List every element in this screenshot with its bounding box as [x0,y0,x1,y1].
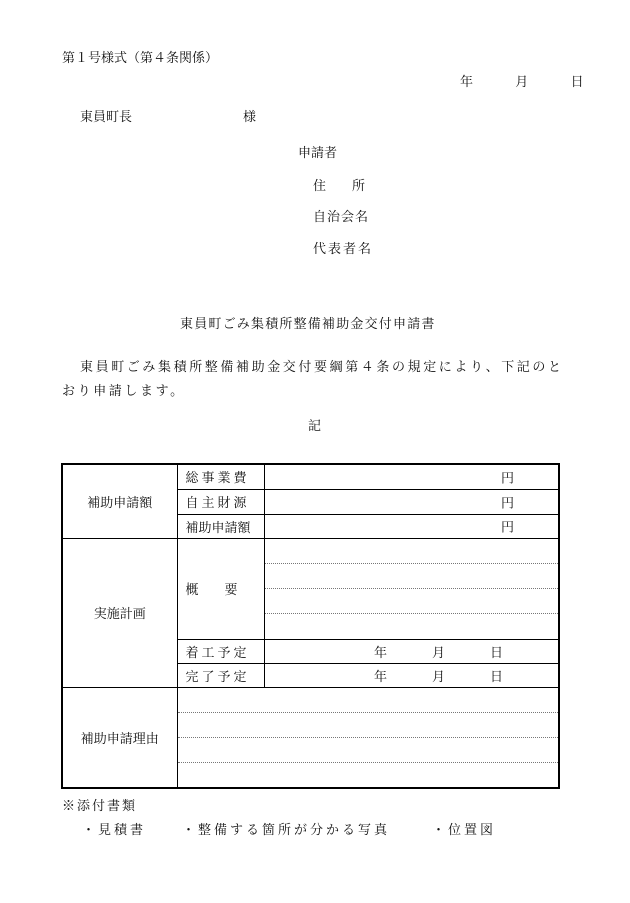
category-implementation-plan: 実施計画 [62,538,177,687]
label-start-date: 着工予定 [177,639,264,663]
category-request-reason: 補助申請理由 [62,687,177,788]
body-text-line1: 東員町ごみ集積所整備補助金交付要綱第４条の規定により、下記のと [80,360,564,375]
body-text-line2: おり申請します。 [62,384,186,399]
yen-unit: 円 [500,496,514,511]
label-end-date: 完了予定 [177,663,264,687]
start-day: 日 [489,645,503,661]
category-subsidy-amount: 補助申請額 [62,464,177,538]
start-month: 月 [431,645,445,661]
applicant-representative-label: 代表者名 [313,242,374,257]
addressee-name: 東員町長 [80,110,133,125]
field-outline[interactable] [264,538,559,639]
application-table [61,463,560,789]
yen-unit: 円 [500,520,514,536]
field-request-amount[interactable] [264,514,559,538]
start-year: 年 [373,645,387,661]
addressee-honorific: 様 [243,110,257,125]
field-end-date[interactable] [264,663,559,687]
label-own-funds: 自主財源 [177,489,264,514]
attachment-location-map: ・位置図 [432,823,497,838]
attachment-photo: ・整備する箇所が分かる写真 [182,823,391,838]
end-year: 年 [373,669,387,685]
document-title: 東員町ごみ集積所整備補助金交付申請書 [180,317,436,332]
field-request-reason[interactable] [177,687,559,788]
form-number: 第１号様式（第４条関係） [62,51,219,66]
label-request-amount: 補助申請額 [177,514,264,538]
end-day: 日 [489,669,503,685]
date-line [460,71,584,90]
attachment-estimate: ・見積書 [82,823,147,838]
date-month: 月 [515,75,529,90]
label-outline: 概 要 [177,538,264,639]
applicant-heading: 申請者 [298,146,338,161]
applicant-association-label: 自治会名 [313,210,370,225]
applicant-address-label: 住 所 [313,179,366,194]
ki-heading: 記 [308,419,322,434]
field-start-date[interactable] [264,639,559,663]
attachments-heading: ※添付書類 [62,799,138,814]
field-own-funds[interactable] [264,489,559,514]
date-day: 日 [570,75,584,90]
date-year: 年 [460,75,474,90]
field-total-cost[interactable] [264,464,559,489]
label-total-cost: 総事業費 [177,464,264,489]
yen-unit: 円 [500,471,514,487]
end-month: 月 [431,669,445,685]
